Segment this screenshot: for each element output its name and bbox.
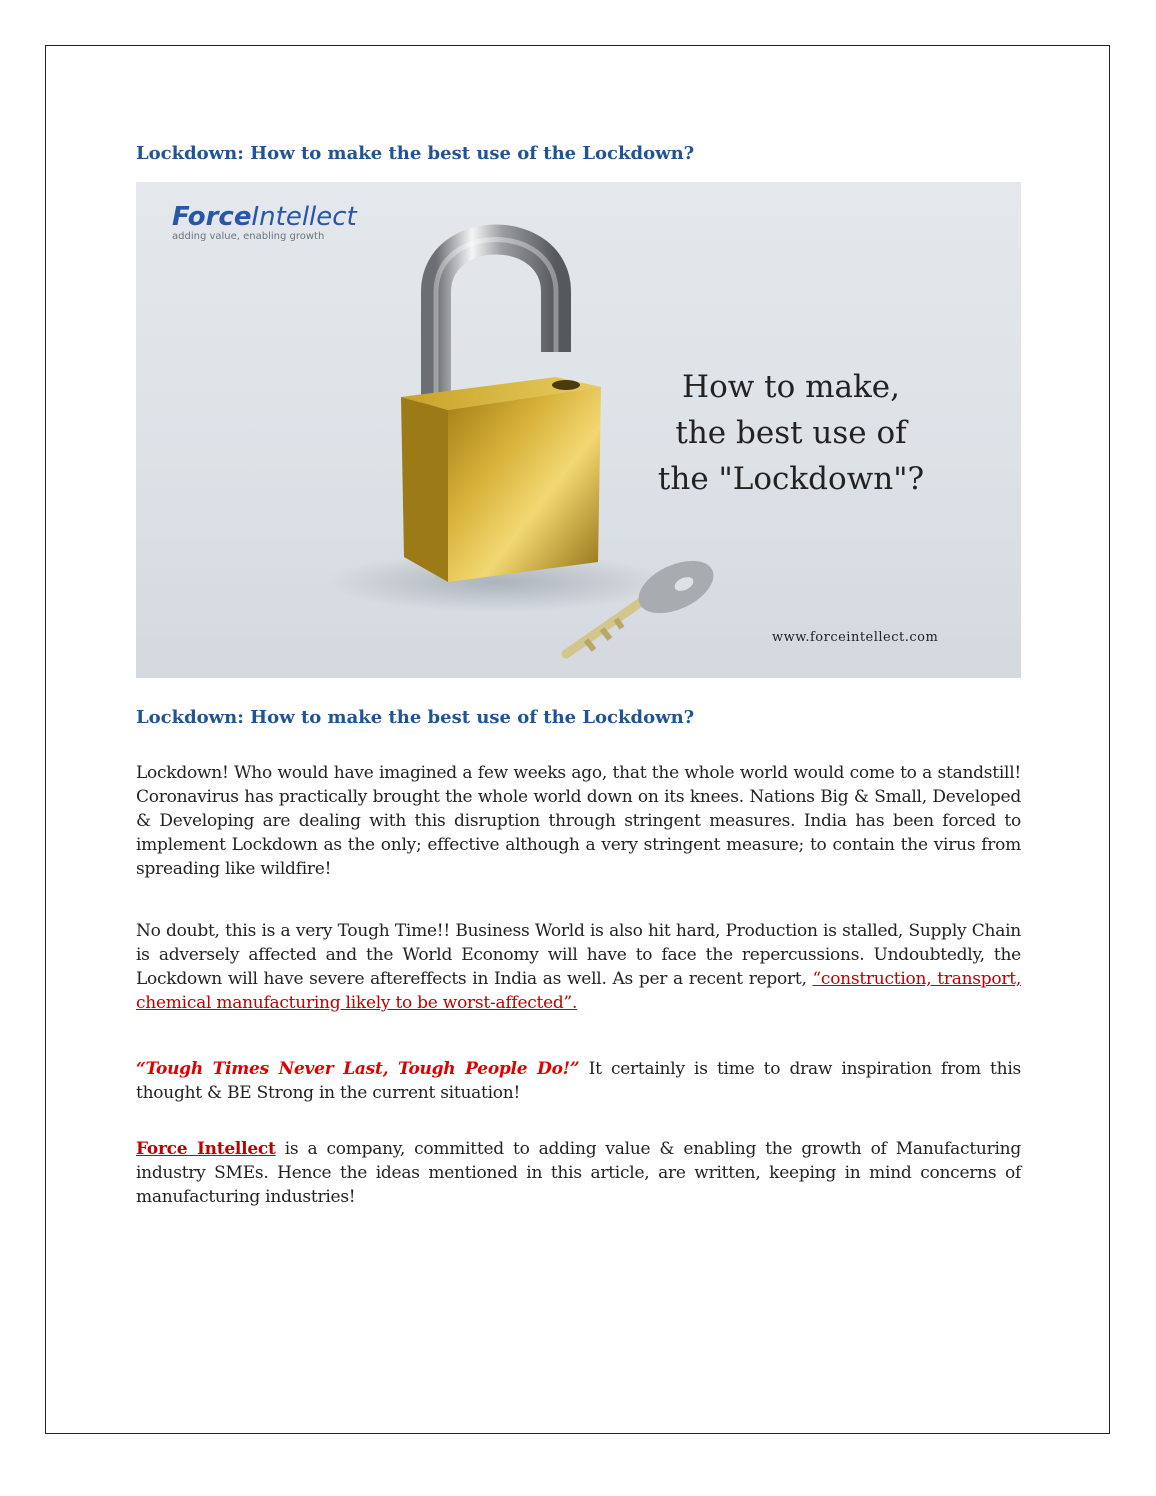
section-heading: Lockdown: How to make the best use of the Lockdown? — [136, 707, 695, 728]
paragraph-quote-text: It certainly is time to draw inspiration from this thought & BE Strong in the current situation! — [136, 1059, 1022, 1103]
logo-bold-text: Force — [172, 202, 252, 232]
inspiration-quote: “Tough Times Never Last, Tough People Do!” — [136, 1059, 580, 1079]
forceintellect-logo — [172, 204, 357, 242]
paragraph-company-text: is a company, committed to adding value & enabling the growth of Manufacturing industry SMEs. Hence the ideas mentioned in this article, are written, keeping in mind concerns of manufacturing industries! — [136, 1139, 1022, 1207]
keyhole-top — [552, 380, 580, 390]
hero-image — [136, 182, 1021, 678]
lock-side — [401, 397, 448, 582]
hero-caption — [641, 364, 941, 502]
lock-body — [448, 387, 601, 582]
hero-caption-line: the best use of — [675, 415, 907, 451]
paragraph-impact — [136, 919, 1021, 1015]
paragraph-quote — [136, 1057, 1021, 1105]
paragraph-intro: Lockdown! Who would have imagined a few weeks ago, that the whole world would come to a standstill! Coronavirus has practically brought the whole world down on its knees. Nations Big & Small, Developed & Developing are dealing with this disruption through stringent measures. India has been forced to implement Lockdown as the only; effective although a very stringent measure; to contain the virus from spreading like wildfire! — [136, 763, 1021, 879]
force-intellect-link[interactable]: Force Intellect — [136, 1139, 276, 1159]
hero-url: www.forceintellect.com — [772, 630, 939, 645]
hero-caption-line: How to make, — [682, 369, 900, 405]
logo-tagline: adding value, enabling growth — [172, 231, 325, 242]
report-link[interactable]: “construction, transport, chemical manufacturing likely to be worst-affected”. — [136, 969, 1021, 1013]
article-title: Lockdown: How to make the best use of the Lockdown? — [136, 143, 695, 164]
logo-regular-text: Intellect — [251, 202, 357, 232]
hero-caption-line: the "Lockdown"? — [657, 461, 925, 497]
paragraph-impact-text: No doubt, this is a very Tough Time!! Business World is also hit hard, Production is stalled, Supply Chain is adversely affected and the World Economy will have to face the repercussions. Undoubtedly, the Lockdown will have severe aftereffects in India as well. As per a recent report, — [136, 921, 1021, 989]
paragraph-company — [136, 1137, 1021, 1209]
